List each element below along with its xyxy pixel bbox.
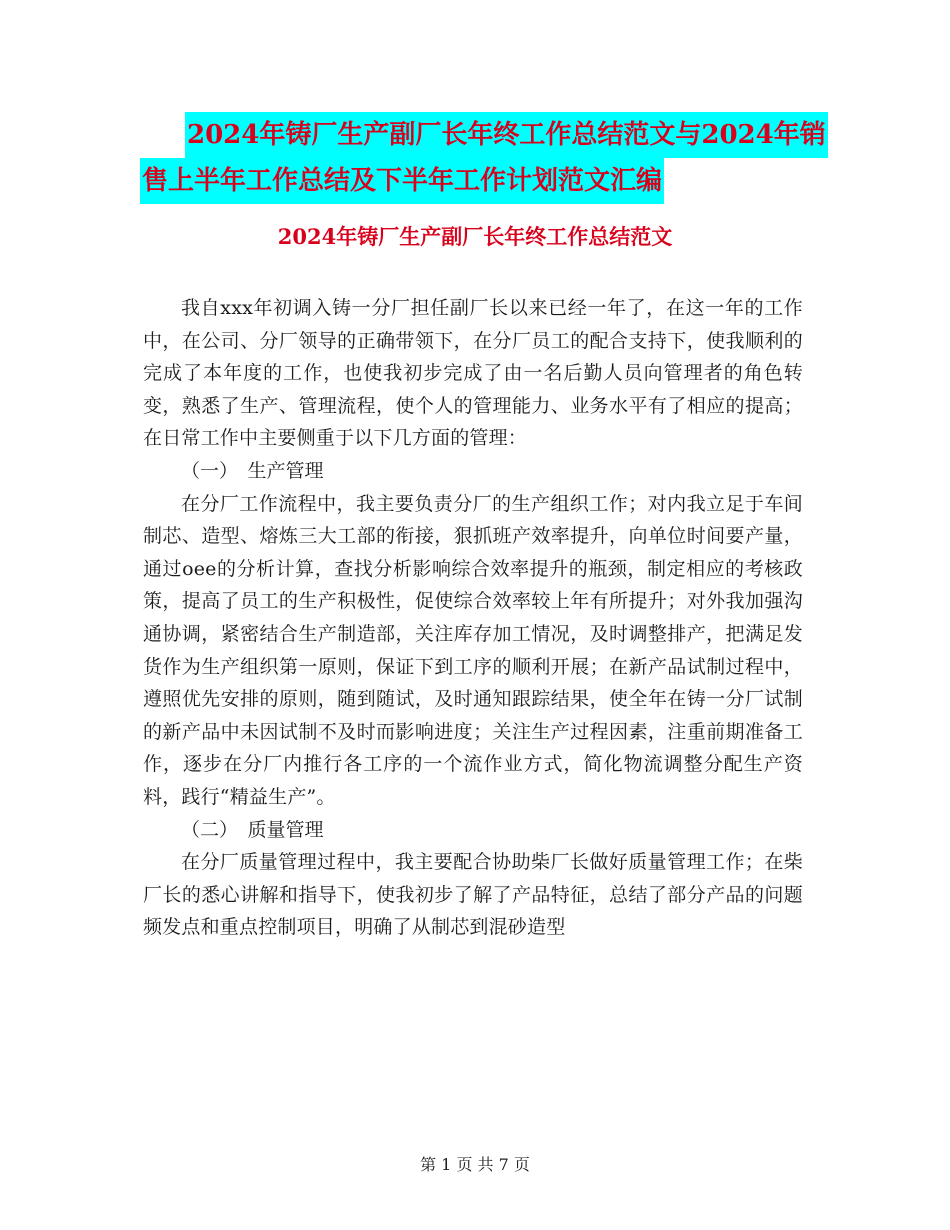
page-footer: 第 1 页 共 7 页: [420, 1155, 530, 1174]
paragraph-production: 在分厂工作流程中，我主要负责分厂的生产组织工作；对内我立足于车间制芯、造型、熔炼三大工部的衔接，狠抓班产效率提升，向单位时间要产量，通过oee的分析计算，查找分析影响综合效率提升的瓶颈，制定相应的考核政策，提高了员工的生产积极性，促使综合效率较上年有所提升；对外我加强沟通协调，紧密结合生产制造部，关注库存加工情况，及时调整排产，把满足发货作为生产组织第一原则，保证下到工序的顺利开展；在新产品试制过程中，遵照优先安排的原则，随到随试，及时通知跟踪结果，使全年在铸一分厂试制的新产品中未因试制不及时而影响进度；关注生产过程因素，注重前期准备工作，逐步在分厂内推行各工序的一个流作业方式，简化物流调整分配生产资料，践行“精益生产”。: [143, 492, 803, 808]
document-title: [140, 112, 840, 204]
section-title: 2024年铸厂生产副厂长年终工作总结范文: [277, 224, 673, 249]
paragraph-intro: 我自xxx年初调入铸一分厂担任副厂长以来已经一年了，在这一年的工作中，在公司、分厂领导的正确带领下，在分厂员工的配合支持下，使我顺利的完成了本年度的工作，也使我初步完成了由一名后勤人员向管理者的角色转变，熟悉了生产、管理流程，使个人的管理能力、业务水平有了相应的提高；在日常工作中主要侧重于以下几方面的管理：: [143, 297, 803, 450]
subheading-quality: （二） 质量管理: [181, 818, 324, 841]
paragraph-quality: 在分厂质量管理过程中，我主要配合协助柴厂长做好质量管理工作；在柴厂长的悉心讲解和指导下，使我初步了解了产品特征，总结了部分产品的问题频发点和重点控制项目，明确了从制芯到混砂造型: [143, 851, 803, 939]
document-body: [143, 292, 803, 944]
document-title-line-2: 售上半年工作总结及下半年工作计划范文汇编: [140, 158, 664, 204]
document-title-line-1: 2024年铸厂生产副厂长年终工作总结范文与2024年销: [185, 112, 828, 158]
subheading-production: （一） 生产管理: [181, 459, 324, 482]
